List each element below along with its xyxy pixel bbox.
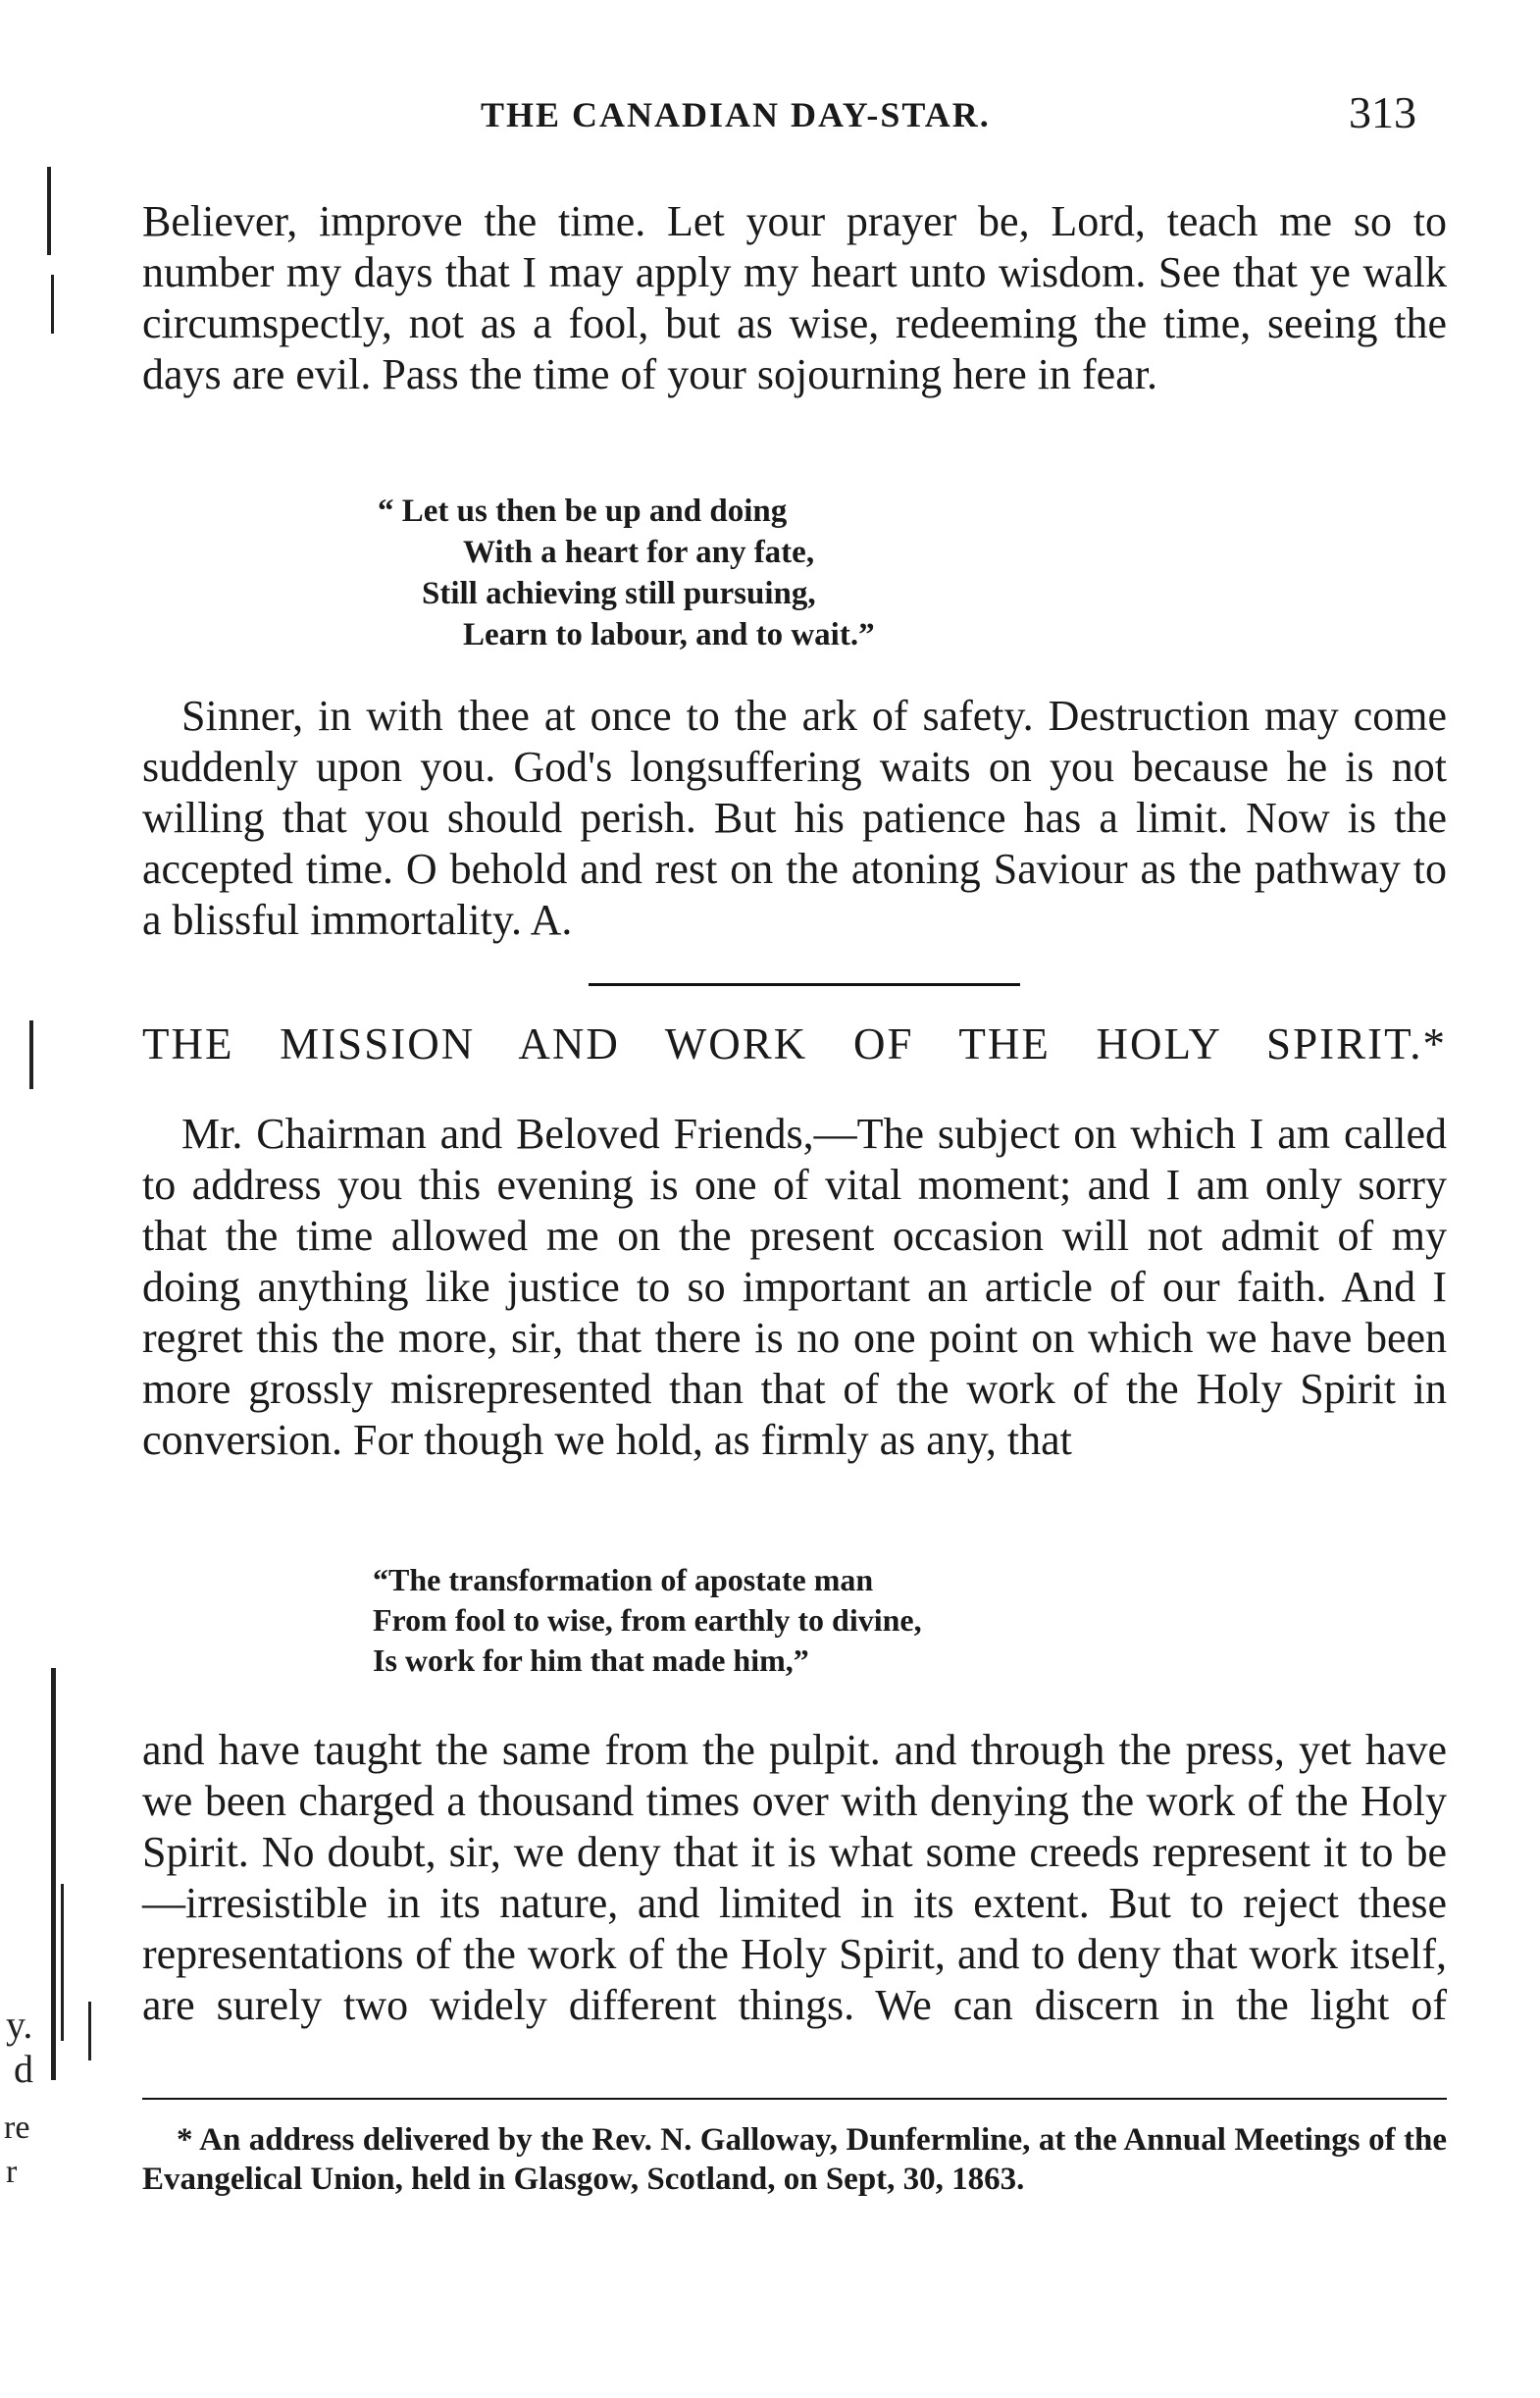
- paragraph-believer: Believer, improve the time. Let your prayer be, Lord, teach me so to number my days that I may apply my heart unto wisdom. See that ye walk circumspectly, not as a fool, but as wise, redeeming the time, seeing the days are evil. Pass the time of your sojourning here in fear.: [142, 197, 1447, 398]
- poem-line: With a heart for any fate,: [463, 535, 815, 570]
- paragraph-continuation: and have taught the same from the pulpit. and through the press, yet have we been charged a thousand times over with denying the work of the Holy Spirit. No doubt, sir, we deny that it is what some creeds represent it to be—irresistible in its nature, and limited in its extent. But to reject these representations of the work of the Holy Spirit, and to deny that work itself, are surely two widely different things. We can discern in the light of: [142, 1726, 1447, 2029]
- poem-line: Learn to labour, and to wait.”: [463, 617, 875, 652]
- poem-line: “ Let us then be up and doing: [378, 494, 788, 529]
- poem-line: Still achieving still pursuing,: [422, 576, 816, 611]
- margin-bleed-text: re: [4, 2110, 30, 2146]
- gutter-binding-mark: [29, 1020, 33, 1089]
- margin-bleed-text: r: [6, 2154, 18, 2190]
- paragraph-address-opening: Mr. Chairman and Beloved Friends,—The subject on which I am called to address you this evening is one of vital moment; and I am only sorry that the time allowed me on the present occasion will not admit of my doing anything like justice to so important an article of our faith. And I regret this the more, sir, that there is no one point on which we have been more grossly misrepresented than that of the work of the Holy Spirit in conversion. For though we hold, as firmly as any, that: [142, 1110, 1447, 1464]
- margin-bleed-text: y.: [6, 2003, 33, 2047]
- margin-bleed-text: d: [14, 2047, 33, 2091]
- paragraph-sinner: Sinner, in with thee at once to the ark of safety. Destruction may come suddenly upon you. God's longsuffering waits on you because he is not willing that you should perish. But his patience has a limit. Now is the accepted time. O behold and rest on the atoning Saviour as the pathway to a blissful immortality. A.: [142, 692, 1447, 944]
- poem-quote-1: [378, 491, 875, 655]
- gutter-binding-mark: [88, 2002, 91, 2060]
- gutter-binding-mark: [47, 167, 51, 255]
- gutter-binding-mark: [51, 1668, 56, 2080]
- poem-line: Is work for him that made him,”: [373, 1642, 809, 1678]
- page-number: 313: [1349, 87, 1416, 137]
- footnote: * An address delivered by the Rev. N. Galloway, Dunfermline, at the Annual Meetings of the Evangelical Union, held in Glasgow, Scotland, on Sept, 30, 1863.: [142, 2122, 1447, 2197]
- gutter-binding-mark: [61, 1884, 64, 2041]
- section-heading: THE MISSION AND WORK OF THE HOLY SPIRIT.*: [142, 1019, 1447, 1069]
- running-title: THE CANADIAN DAY-STAR.: [481, 95, 991, 134]
- footnote-divider: [142, 2098, 1447, 2100]
- section-divider: [589, 983, 1020, 986]
- gutter-binding-mark: [51, 275, 54, 334]
- poem-line: From fool to wise, from earthly to divine,: [373, 1602, 922, 1638]
- poem-line: “The transformation of apostate man: [373, 1562, 874, 1597]
- poem-quote-2: [373, 1560, 922, 1681]
